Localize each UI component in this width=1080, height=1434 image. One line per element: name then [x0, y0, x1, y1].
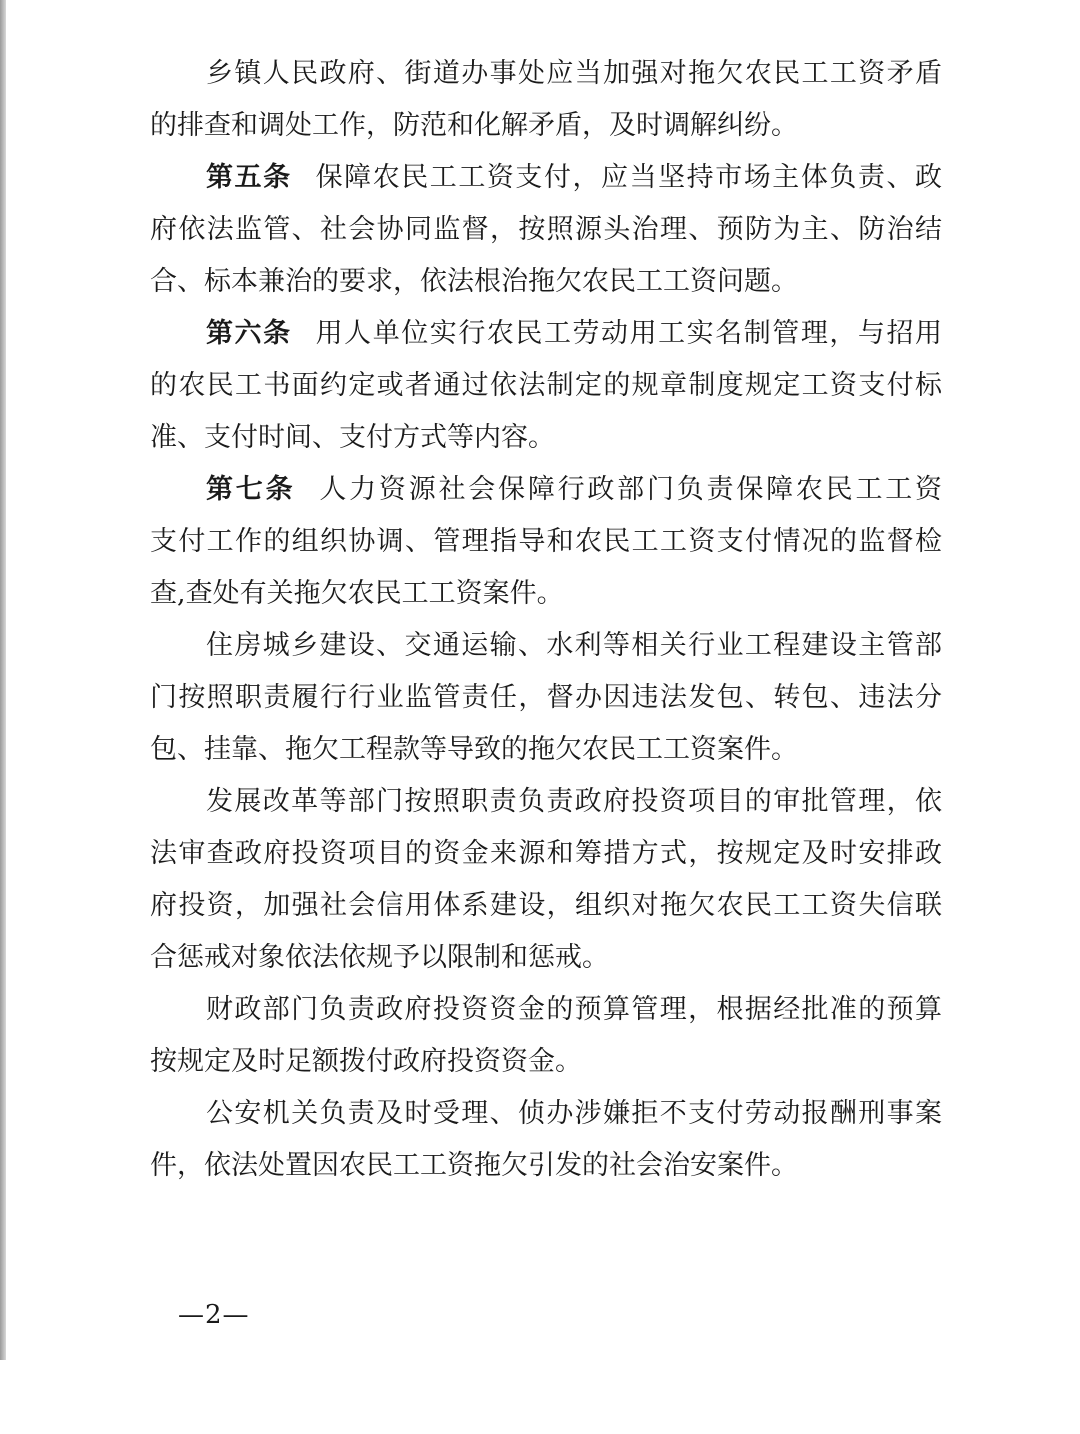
- page-bottom-margin: [0, 1360, 1080, 1434]
- text-line: 支付工作的组织协调、管理指导和农民工工资支付情况的监督检: [150, 526, 942, 557]
- text-line: 发展改革等部门按照职责负责政府投资项目的审批管理，依: [206, 786, 942, 817]
- paragraph-1: [150, 48, 942, 152]
- text-line: 合惩戒对象依法依规予以限制和惩戒。: [150, 942, 609, 973]
- text-line: 公安机关负责及时受理、侦办涉嫌拒不支付劳动报酬刑事案: [206, 1098, 942, 1129]
- paragraph-police: [150, 1088, 942, 1192]
- page-left-edge: [0, 0, 6, 1360]
- text-line: 法审查政府投资项目的资金来源和筹措方式，按规定及时安排政: [150, 838, 942, 869]
- article-heading: 第五条: [206, 162, 292, 193]
- text-line: 按规定及时足额拨付政府投资资金。: [150, 1046, 582, 1077]
- text-line: 件，依法处置因农民工工资拖欠引发的社会治安案件。: [150, 1150, 798, 1181]
- page-number: —2—: [178, 1300, 250, 1330]
- paragraph-finance: [150, 984, 942, 1088]
- article-heading: 第六条: [206, 318, 292, 349]
- text-line: 财政部门负责政府投资资金的预算管理，根据经批准的预算: [206, 994, 942, 1025]
- text-line: 查,查处有关拖欠农民工工资案件。: [150, 578, 564, 609]
- text-line: [150, 464, 942, 516]
- text-span: 人力资源社会保障行政部门负责保障农民工工资: [319, 474, 942, 505]
- text-line: 门按照职责履行行业监管责任，督办因违法发包、转包、违法分: [150, 682, 942, 713]
- article-heading: 第七条: [206, 474, 296, 505]
- text-span: 用人单位实行农民工劳动用工实名制管理，与招用: [315, 318, 942, 349]
- text-line: 府投资，加强社会信用体系建设，组织对拖欠农民工工资失信联: [150, 890, 942, 921]
- text-line: 乡镇人民政府、街道办事处应当加强对拖欠农民工工资矛盾: [206, 58, 942, 89]
- text-line: 包、挂靠、拖欠工程款等导致的拖欠农民工工资案件。: [150, 734, 798, 765]
- text-line: 准、支付时间、支付方式等内容。: [150, 422, 555, 453]
- document-body: [150, 48, 942, 1192]
- text-line: 住房城乡建设、交通运输、水利等相关行业工程建设主管部: [206, 630, 942, 661]
- text-line: [150, 308, 942, 360]
- paragraph-article-5: [150, 152, 942, 308]
- text-line: 的农民工书面约定或者通过依法制定的规章制度规定工资支付标: [150, 370, 942, 401]
- text-line: [150, 152, 942, 204]
- text-line: 合、标本兼治的要求，依法根治拖欠农民工工资问题。: [150, 266, 798, 297]
- paragraph-article-7: [150, 464, 942, 620]
- paragraph-development: [150, 776, 942, 984]
- paragraph-article-6: [150, 308, 942, 464]
- text-line: 的排查和调处工作，防范和化解矛盾，及时调解纠纷。: [150, 110, 798, 141]
- paragraph-housing: [150, 620, 942, 776]
- text-span: 保障农民工工资支付，应当坚持市场主体负责、政: [315, 162, 942, 193]
- text-line: 府依法监管、社会协同监督，按照源头治理、预防为主、防治结: [150, 214, 942, 245]
